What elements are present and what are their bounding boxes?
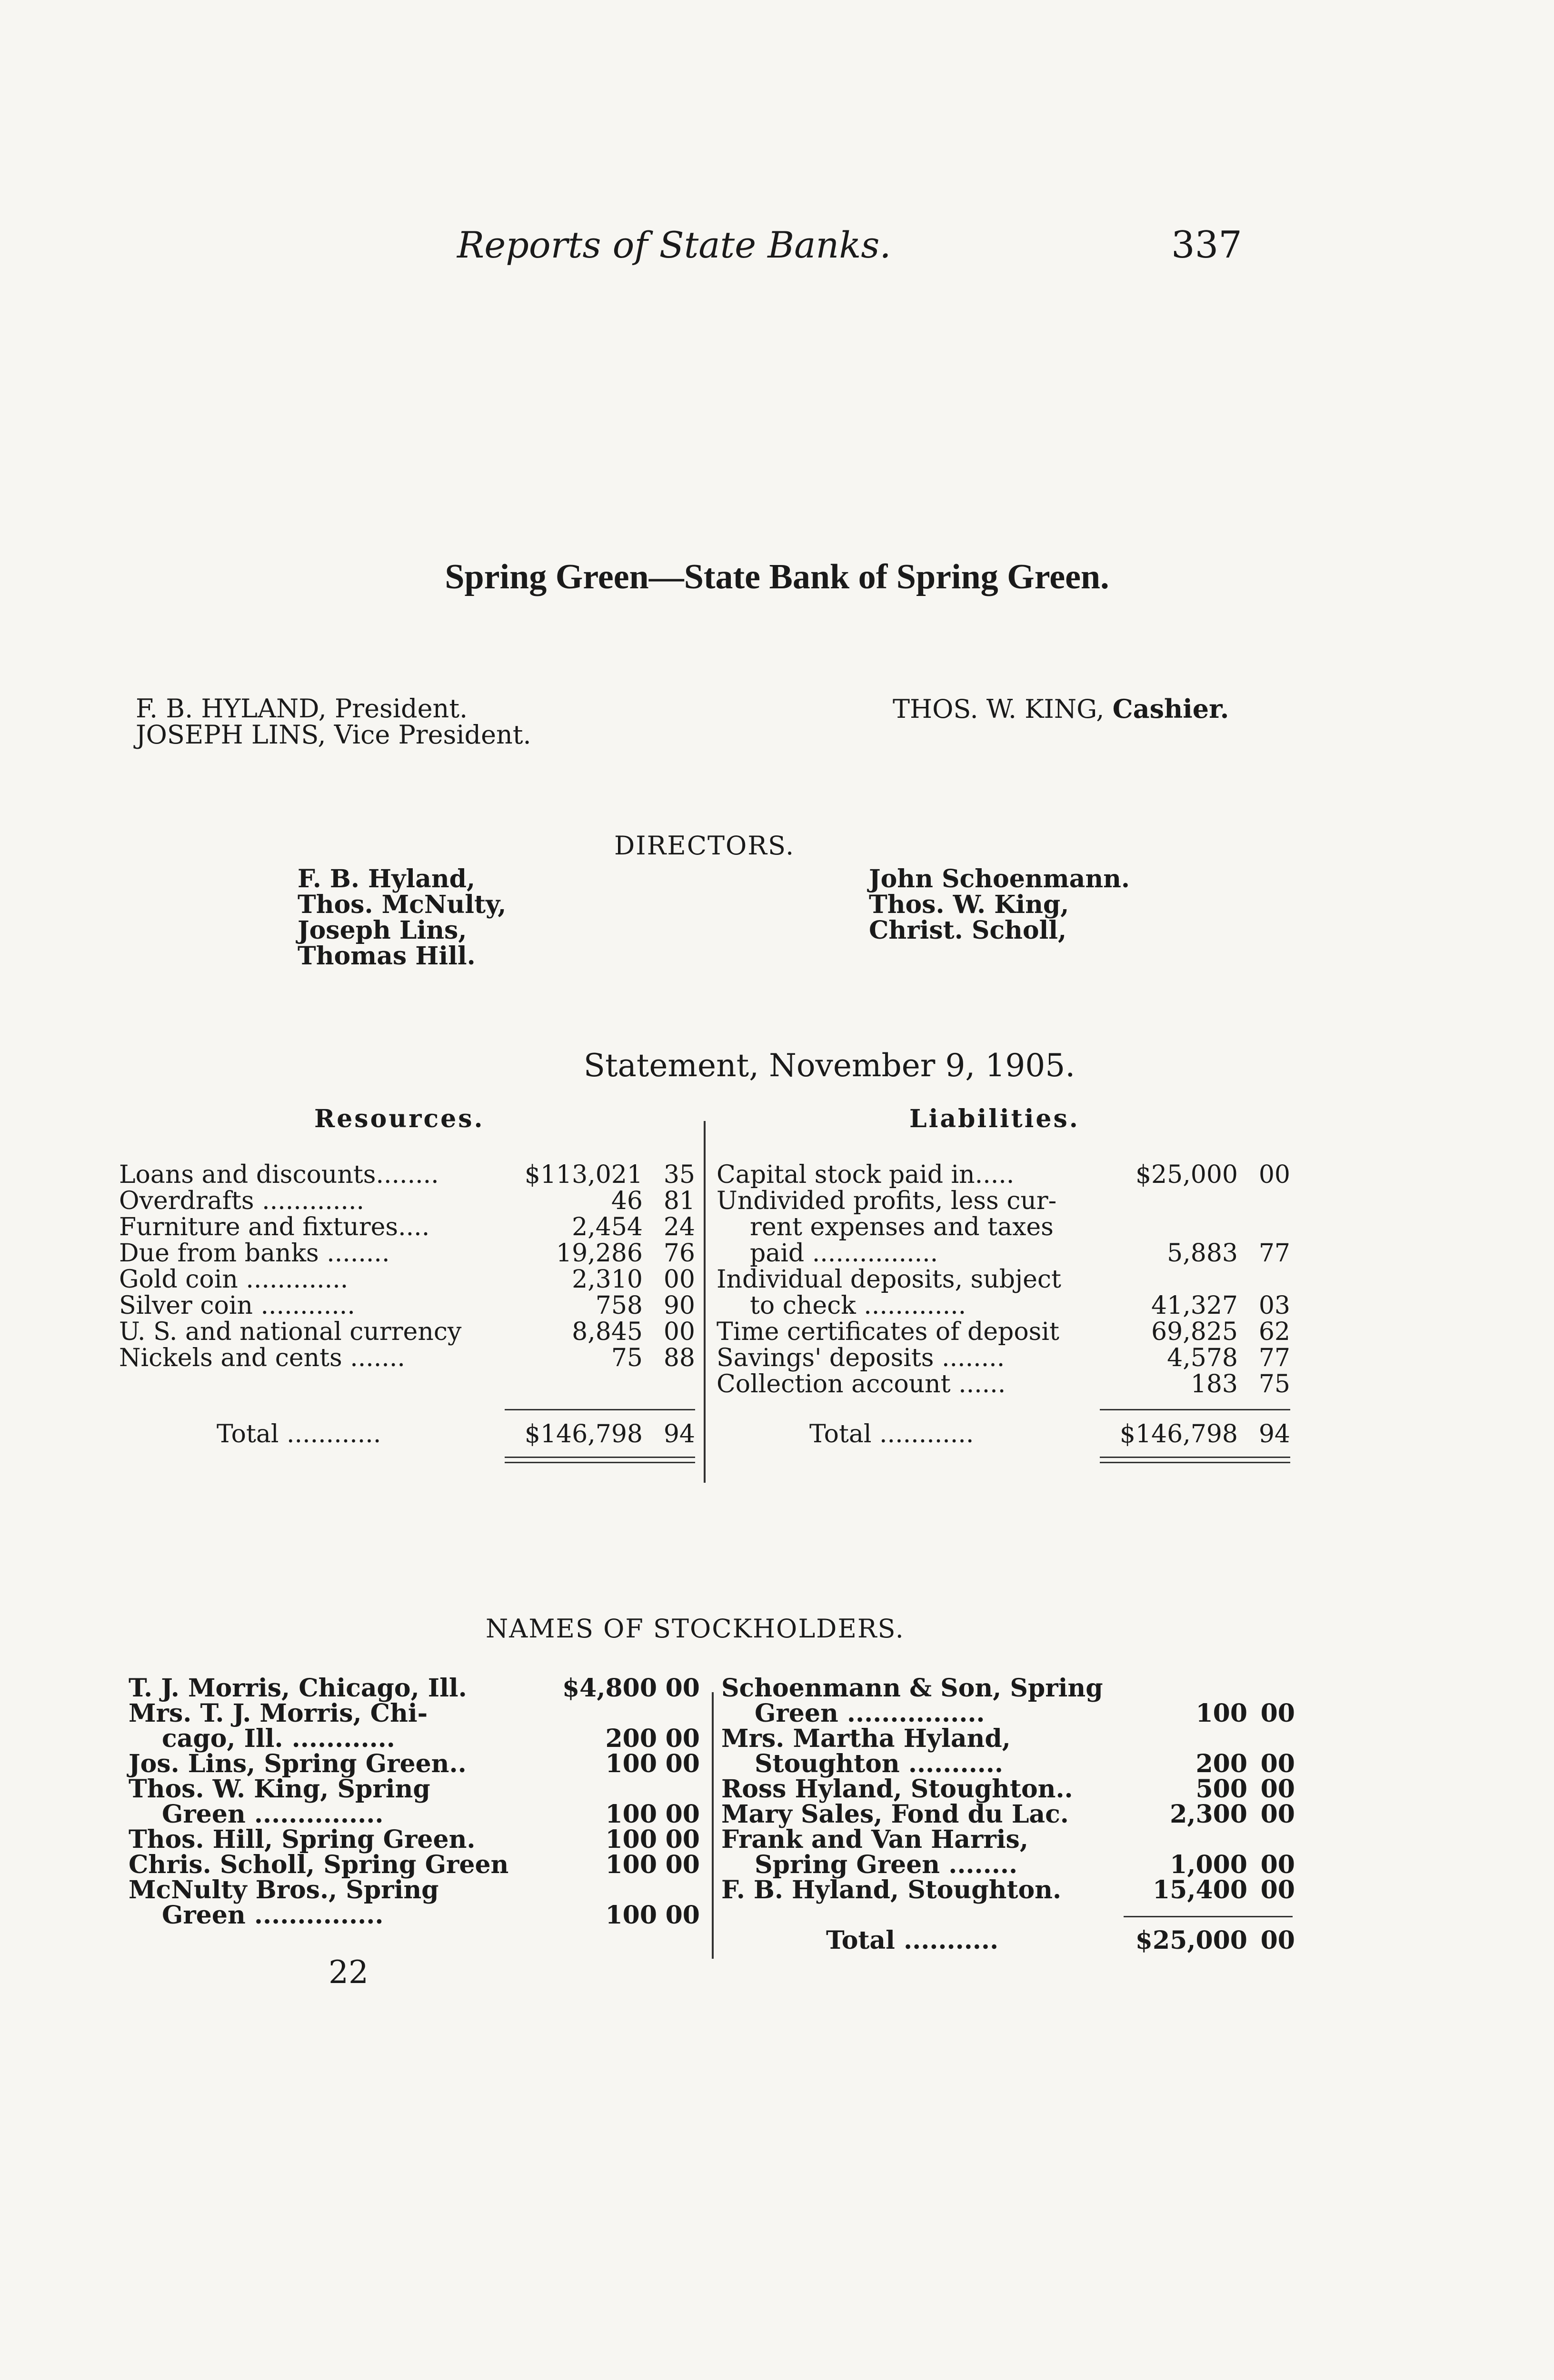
- resources-total-label: Total ............: [217, 1420, 381, 1448]
- resource-row-label: Furniture and fixtures....: [119, 1213, 430, 1241]
- stockholder-right-row-dollars: 100: [1195, 1699, 1247, 1728]
- resources-total-cents: 94: [663, 1420, 695, 1448]
- liability-row-label: Undivided profits, less cur-: [717, 1187, 1057, 1215]
- stockholder-left-row-dollars: 100: [605, 1825, 657, 1854]
- stockholder-right-row-cents: 00: [1260, 1775, 1295, 1804]
- director-name: F. B. Hyland,: [298, 864, 476, 893]
- stockholder-left-row-cents: 00: [665, 1800, 700, 1829]
- liability-row-dollars: $25,000: [1135, 1160, 1238, 1189]
- stockholder-right-row-cents: 00: [1260, 1850, 1295, 1879]
- running-header-title: Reports of State Banks.: [457, 224, 891, 266]
- signature-mark: 22: [329, 1954, 369, 1991]
- liability-row-dollars: 41,327: [1151, 1291, 1238, 1320]
- resource-row-dollars: 75: [611, 1344, 643, 1372]
- resource-row-label: Due from banks ........: [119, 1239, 390, 1268]
- liabilities-total-cents: 94: [1258, 1420, 1290, 1448]
- resource-row-cents: 00: [663, 1318, 695, 1346]
- resource-row-dollars: 46: [611, 1187, 643, 1215]
- liabilities-total-dollars: $146,798: [1119, 1420, 1238, 1448]
- resources-double-rule: [505, 1457, 695, 1463]
- stockholder-left-row-cents: 00: [665, 1825, 700, 1854]
- stockholders-total-label: Total ...........: [826, 1926, 999, 1955]
- stockholder-right-row-label: Schoenmann & Son, Spring: [721, 1674, 1103, 1703]
- resource-row-cents: 81: [663, 1187, 695, 1215]
- stockholder-left-row-dollars: 200: [605, 1724, 657, 1753]
- liability-row-dollars: 69,825: [1151, 1318, 1238, 1346]
- liability-row-label: Capital stock paid in.....: [717, 1160, 1015, 1189]
- stockholder-right-row-cents: 00: [1260, 1699, 1295, 1728]
- liabilities-total-rule: [1100, 1409, 1290, 1410]
- stockholder-left-row-dollars: 100: [605, 1749, 657, 1778]
- bank-title: Spring Green—State Bank of Spring Green.: [445, 557, 1109, 596]
- officer-cashier: [893, 695, 1229, 723]
- director-name: Christ. Scholl,: [869, 916, 1067, 945]
- stockholder-left-row-cents: 00: [665, 1901, 700, 1930]
- directors-right-list: [869, 866, 1130, 943]
- stockholder-right-row-dollars: 500: [1195, 1775, 1247, 1804]
- stockholder-left-row-label: Green ...............: [162, 1901, 384, 1930]
- stockholder-left-row-label: Jos. Lins, Spring Green..: [129, 1749, 467, 1778]
- liability-row-label: Savings' deposits ........: [717, 1344, 1005, 1372]
- stockholders-column-divider: [712, 1692, 714, 1959]
- director-name: Thos. McNulty,: [298, 890, 507, 919]
- liability-row-label: to check .............: [750, 1291, 966, 1320]
- stockholder-left-row-label: Thos. W. King, Spring: [129, 1775, 430, 1804]
- stockholder-right-row-label: Spring Green ........: [755, 1850, 1018, 1879]
- stockholders-total-dollars: $25,000: [1135, 1926, 1247, 1955]
- resource-row-dollars: 19,286: [556, 1239, 643, 1268]
- resources-total-dollars: $146,798: [524, 1420, 643, 1448]
- stockholder-left-row-cents: 00: [665, 1850, 700, 1879]
- liability-row-dollars: 5,883: [1167, 1239, 1238, 1268]
- directors-left-list: [298, 866, 506, 969]
- stockholder-right-row-cents: 00: [1260, 1875, 1295, 1904]
- stockholder-left-row-dollars: $4,800: [562, 1674, 657, 1703]
- resource-row-label: Loans and discounts........: [119, 1160, 439, 1189]
- resource-row-cents: 35: [663, 1160, 695, 1189]
- stockholder-right-row-dollars: 200: [1195, 1749, 1247, 1778]
- resource-row-cents: 88: [663, 1344, 695, 1372]
- stockholder-left-row-label: T. J. Morris, Chicago, Ill.: [129, 1674, 467, 1703]
- stockholder-left-row-dollars: 100: [605, 1800, 657, 1829]
- stockholder-right-row-label: Frank and Van Harris,: [721, 1825, 1028, 1854]
- cashier-title: Cashier.: [1112, 694, 1229, 724]
- stockholder-right-row-label: Mrs. Martha Hyland,: [721, 1724, 1011, 1753]
- stockholders-heading: NAMES OF STOCKHOLDERS.: [486, 1614, 905, 1644]
- directors-heading: DIRECTORS.: [614, 831, 795, 861]
- resource-row-cents: 76: [663, 1239, 695, 1268]
- resource-row-dollars: 2,310: [572, 1265, 643, 1294]
- liability-row-cents: 77: [1258, 1344, 1290, 1372]
- stockholder-right-row-cents: 00: [1260, 1800, 1295, 1829]
- page-number: 337: [1171, 224, 1242, 267]
- stockholder-right-row-label: Stoughton ...........: [755, 1749, 1003, 1778]
- stockholder-left-row-label: Green ...............: [162, 1800, 384, 1829]
- resource-row-cents: 00: [663, 1265, 695, 1294]
- cashier-name: THOS. W. KING,: [893, 694, 1105, 724]
- director-name: Thos. W. King,: [869, 890, 1069, 919]
- director-name: Joseph Lins,: [298, 916, 467, 945]
- liability-row-dollars: 4,578: [1167, 1344, 1238, 1372]
- stockholder-right-row-dollars: 1,000: [1170, 1850, 1247, 1879]
- liability-row-dollars: 183: [1190, 1370, 1238, 1398]
- resources-total-rule: [505, 1409, 695, 1410]
- resource-row-dollars: 2,454: [572, 1213, 643, 1241]
- stockholder-left-row-dollars: 100: [605, 1901, 657, 1930]
- stockholder-right-row-dollars: 2,300: [1170, 1800, 1247, 1829]
- stockholder-left-row-label: Thos. Hill, Spring Green.: [129, 1825, 476, 1854]
- stockholders-total-cents: 00: [1260, 1926, 1295, 1955]
- liability-row-cents: 03: [1258, 1291, 1290, 1320]
- stockholder-left-row-label: cago, Ill. ............: [162, 1724, 395, 1753]
- resource-row-dollars: $113,021: [524, 1160, 643, 1189]
- statement-column-divider: [704, 1121, 706, 1483]
- officer-vice-president: JOSEPH LINS, Vice President.: [136, 720, 531, 750]
- director-name: Thomas Hill.: [298, 942, 476, 971]
- resource-row-dollars: 8,845: [572, 1318, 643, 1346]
- stockholder-left-row-cents: 00: [665, 1674, 700, 1703]
- stockholder-right-row-label: Green ................: [755, 1699, 985, 1728]
- liabilities-double-rule: [1100, 1457, 1290, 1463]
- liability-row-cents: 00: [1258, 1160, 1290, 1189]
- resource-row-label: Overdrafts .............: [119, 1187, 365, 1215]
- stockholder-right-row-label: Mary Sales, Fond du Lac.: [721, 1800, 1069, 1829]
- resource-row-cents: 24: [663, 1213, 695, 1241]
- director-name: John Schoenmann.: [869, 864, 1130, 893]
- statement-title: Statement, November 9, 1905.: [583, 1047, 1076, 1084]
- liability-row-cents: 62: [1258, 1318, 1290, 1346]
- resources-heading: Resources.: [314, 1104, 485, 1133]
- resource-row-label: Nickels and cents .......: [119, 1344, 405, 1372]
- stockholders-total-rule: [1124, 1916, 1293, 1917]
- liability-row-cents: 75: [1258, 1370, 1290, 1398]
- stockholder-left-row-label: McNulty Bros., Spring: [129, 1875, 439, 1904]
- stockholder-right-row-dollars: 15,400: [1152, 1875, 1247, 1904]
- resource-row-label: Silver coin ............: [119, 1291, 355, 1320]
- resource-row-label: Gold coin .............: [119, 1265, 349, 1294]
- stockholder-right-row-label: Ross Hyland, Stoughton..: [721, 1775, 1073, 1804]
- resource-row-dollars: 758: [595, 1291, 643, 1320]
- liability-row-label: paid ................: [750, 1239, 938, 1268]
- liability-row-label: Time certificates of deposit: [717, 1318, 1059, 1346]
- stockholder-right-row-label: F. B. Hyland, Stoughton.: [721, 1875, 1062, 1904]
- liabilities-total-label: Total ............: [809, 1420, 974, 1448]
- liability-row-label: Individual deposits, subject: [717, 1265, 1061, 1294]
- stockholder-left-row-cents: 00: [665, 1749, 700, 1778]
- liability-row-label: rent expenses and taxes: [750, 1213, 1054, 1241]
- officer-president: F. B. HYLAND, President.: [136, 694, 468, 724]
- liabilities-heading: Liabilities.: [909, 1104, 1080, 1133]
- liability-row-label: Collection account ......: [717, 1370, 1006, 1398]
- stockholder-left-row-label: Chris. Scholl, Spring Green: [129, 1850, 509, 1879]
- stockholder-left-row-label: Mrs. T. J. Morris, Chi-: [129, 1699, 428, 1728]
- resource-row-cents: 90: [663, 1291, 695, 1320]
- stockholder-left-row-dollars: 100: [605, 1850, 657, 1879]
- stockholder-right-row-cents: 00: [1260, 1749, 1295, 1778]
- stockholder-left-row-cents: 00: [665, 1724, 700, 1753]
- resource-row-label: U. S. and national currency: [119, 1318, 462, 1346]
- liability-row-cents: 77: [1258, 1239, 1290, 1268]
